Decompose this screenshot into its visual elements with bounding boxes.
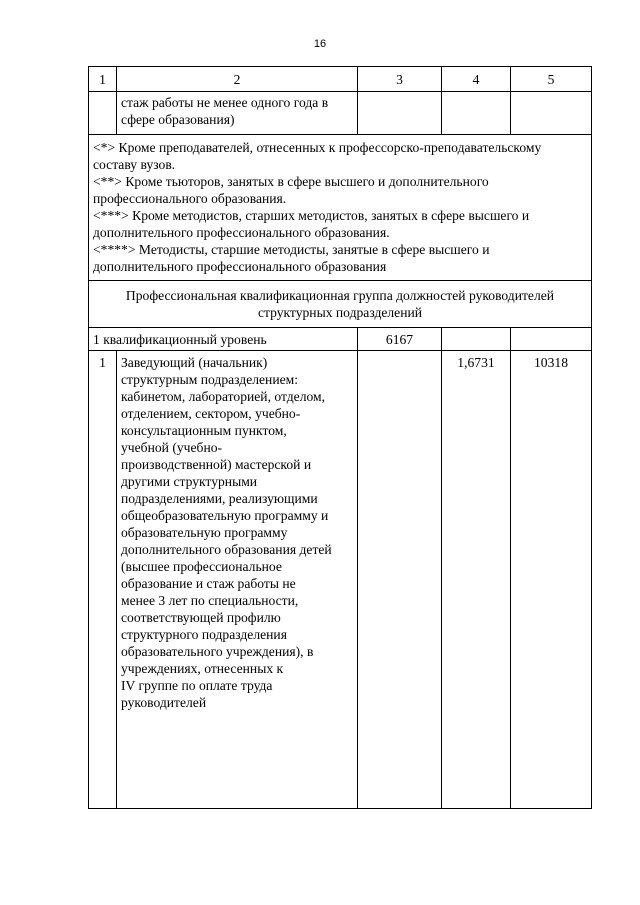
- header-row: [89, 67, 592, 92]
- position-amount: 10318: [511, 351, 592, 809]
- note-1: <*> Кроме преподавателей, отнесенных к профессорско-преподавательскому составу вузов.: [93, 140, 542, 172]
- table-row: [89, 351, 592, 809]
- position-number: 1: [89, 351, 117, 809]
- header-cell-4: 4: [442, 67, 511, 92]
- header-cell-3: 3: [358, 67, 442, 92]
- header-cell-1: 1: [89, 67, 117, 92]
- position-title: Заведующий (начальник) структурным подразделением: кабинетом, лабораторией, отделом, отделением, сектором, учебно- консультационным пунктом, учебной (учебно- производственной) мастерской и другими структурными подразделениями, реализующими общеобразовательную программу и образовательную программу дополнительного образования детей (высшее профессиональное образование и стаж работы не менее 3 лет по специальности, соответствующей профилю структурного подразделения образовательного учреждения), в учреждениях, отнесенных к IV группе по оплате труда руководителей: [117, 351, 358, 809]
- position-coefficient: 1,6731: [442, 351, 511, 809]
- salary-table: [88, 66, 592, 809]
- level-cell-4: [442, 328, 511, 351]
- note-4: <****> Методисты, старшие методисты, занятые в сфере высшего и дополнительного профессионального образования: [93, 242, 490, 274]
- notes-row: [89, 135, 592, 281]
- notes-cell: [89, 135, 592, 281]
- group-row: [89, 281, 592, 328]
- continuation-text: стаж работы не менее одного года в сфере образования): [117, 92, 358, 135]
- continuation-cell-5: [511, 92, 592, 135]
- header-cell-2: 2: [117, 67, 358, 92]
- continuation-cell-4: [442, 92, 511, 135]
- continuation-row: [89, 92, 592, 135]
- header-cell-5: 5: [511, 67, 592, 92]
- note-2: <**> Кроме тьюторов, занятых в сфере высшего и дополнительного профессионального образования.: [93, 174, 489, 206]
- continuation-cell-1: [89, 92, 117, 135]
- level-label: 1 квалификационный уровень: [89, 328, 358, 351]
- continuation-cell-3: [358, 92, 442, 135]
- position-cell-3: [358, 351, 442, 809]
- note-3: <***> Кроме методистов, старших методистов, занятых в сфере высшего и дополнительного профессионального образования.: [93, 208, 530, 240]
- level-cell-5: [511, 328, 592, 351]
- level-row: [89, 328, 592, 351]
- page-number: 16: [313, 38, 327, 50]
- level-salary: 6167: [358, 328, 442, 351]
- group-title: Профессиональная квалификационная группа должностей руководителей структурных подразделений: [89, 281, 592, 328]
